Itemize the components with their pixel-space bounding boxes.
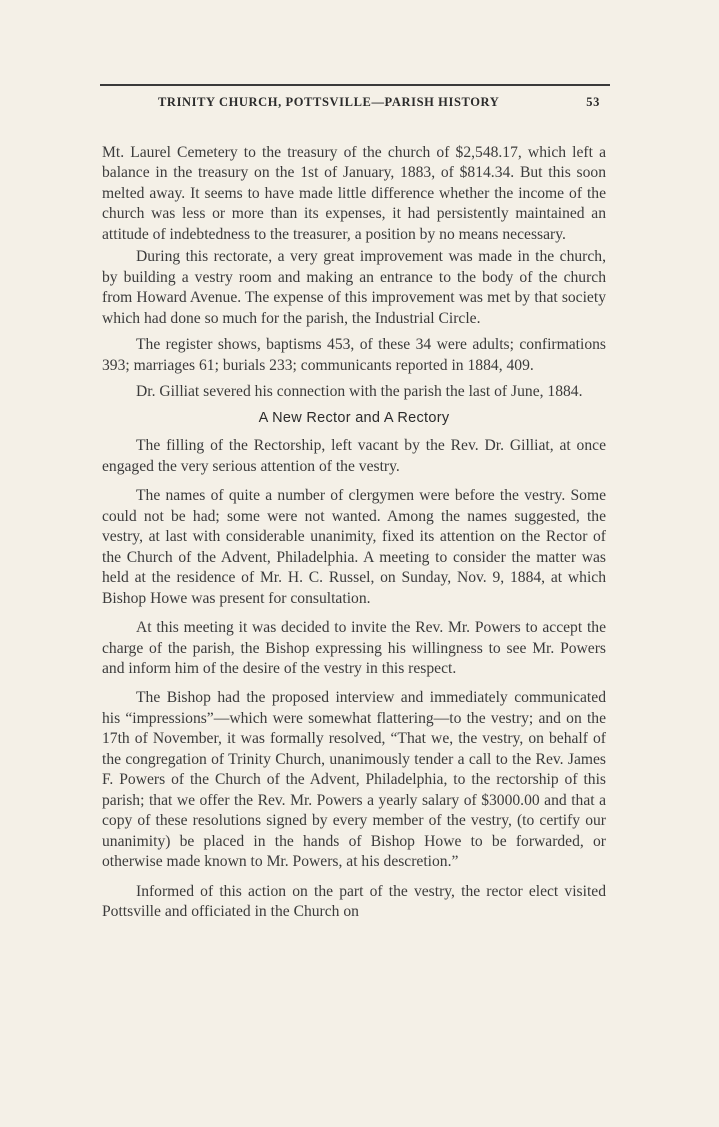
- running-title: TRINITY CHURCH, POTTSVILLE—PARISH HISTORY: [158, 95, 500, 109]
- paragraph-2: During this rectorate, a very great improvement was made in the church, by building a vestry room and making an entrance to the body of the church from Howard Avenue. The expense of this improvement was met by that society which had done so much for the parish, the Industrial Circle.: [102, 248, 606, 327]
- paragraph-6: The names of quite a number of clergymen were before the vestry. Some could not be had; some were not wanted. Among the names suggested, the vestry, at last with considerable unanimity, fixed its attention on the Rector of the Church of the Advent, Philadelphia. A meeting to consider the matter was held at the residence of Mr. H. C. Russel, on Sunday, Nov. 9, 1884, at which Bishop Howe was present for consultation.: [102, 487, 606, 607]
- body-text: [102, 143, 606, 922]
- section-heading: A New Rector and A Rectory: [258, 410, 450, 427]
- paragraph-7: At this meeting it was decided to invite the Rev. Mr. Powers to accept the charge of the parish, the Bishop expressing his willingness to see Mr. Powers and inform him of the desire of the vestry in this respect.: [102, 619, 606, 677]
- paragraph-9: Informed of this action on the part of the vestry, the rector elect visited Pottsville and officiated in the Church on: [102, 882, 606, 920]
- page-number: 53: [586, 95, 600, 109]
- paragraph-8: The Bishop had the proposed interview and immediately communicated his “impressions”—which were somewhat flattering—to the vestry; and on the 17th of November, it was formally resolved, “That we, the vestry, on behalf of the congregation of Trinity Church, unanimously tender a call to the Rev. James F. Powers of the Church of the Advent, Philadelphia, to the rectorship of this parish; that we offer the Rev. Mr. Powers a yearly salary of $3000.00 and that a copy of these resolutions signed by every member of the vestry, (to certify our unanimity) be placed in the hands of Bishop Howe to be forwarded, or otherwise made known to Mr. Powers, at his descretion.”: [102, 689, 606, 871]
- paragraph-4: Dr. Gilliat severed his connection with the parish the last of June, 1884.: [136, 382, 583, 400]
- paragraph-3: The register shows, baptisms 453, of these 34 were adults; confirmations 393; marriages 61; burials 233; communicants reported in 1884, 409.: [102, 336, 606, 374]
- paragraph-5: The filling of the Rectorship, left vacant by the Rev. Dr. Gilliat, at once engaged the very serious attention of the vestry.: [102, 437, 606, 475]
- paragraph-1: Mt. Laurel Cemetery to the treasury of the church of $2,548.17, which left a balance in the treasury on the 1st of January, 1883, of $814.34. But this soon melted away. It seems to have made little difference whether the income of the church was less or more than its expenses, it had persistently maintained an attitude of indebtedness to the treasurer, a position by no means necessary.: [102, 144, 606, 243]
- header-rule: [100, 84, 610, 86]
- running-head: [100, 95, 610, 115]
